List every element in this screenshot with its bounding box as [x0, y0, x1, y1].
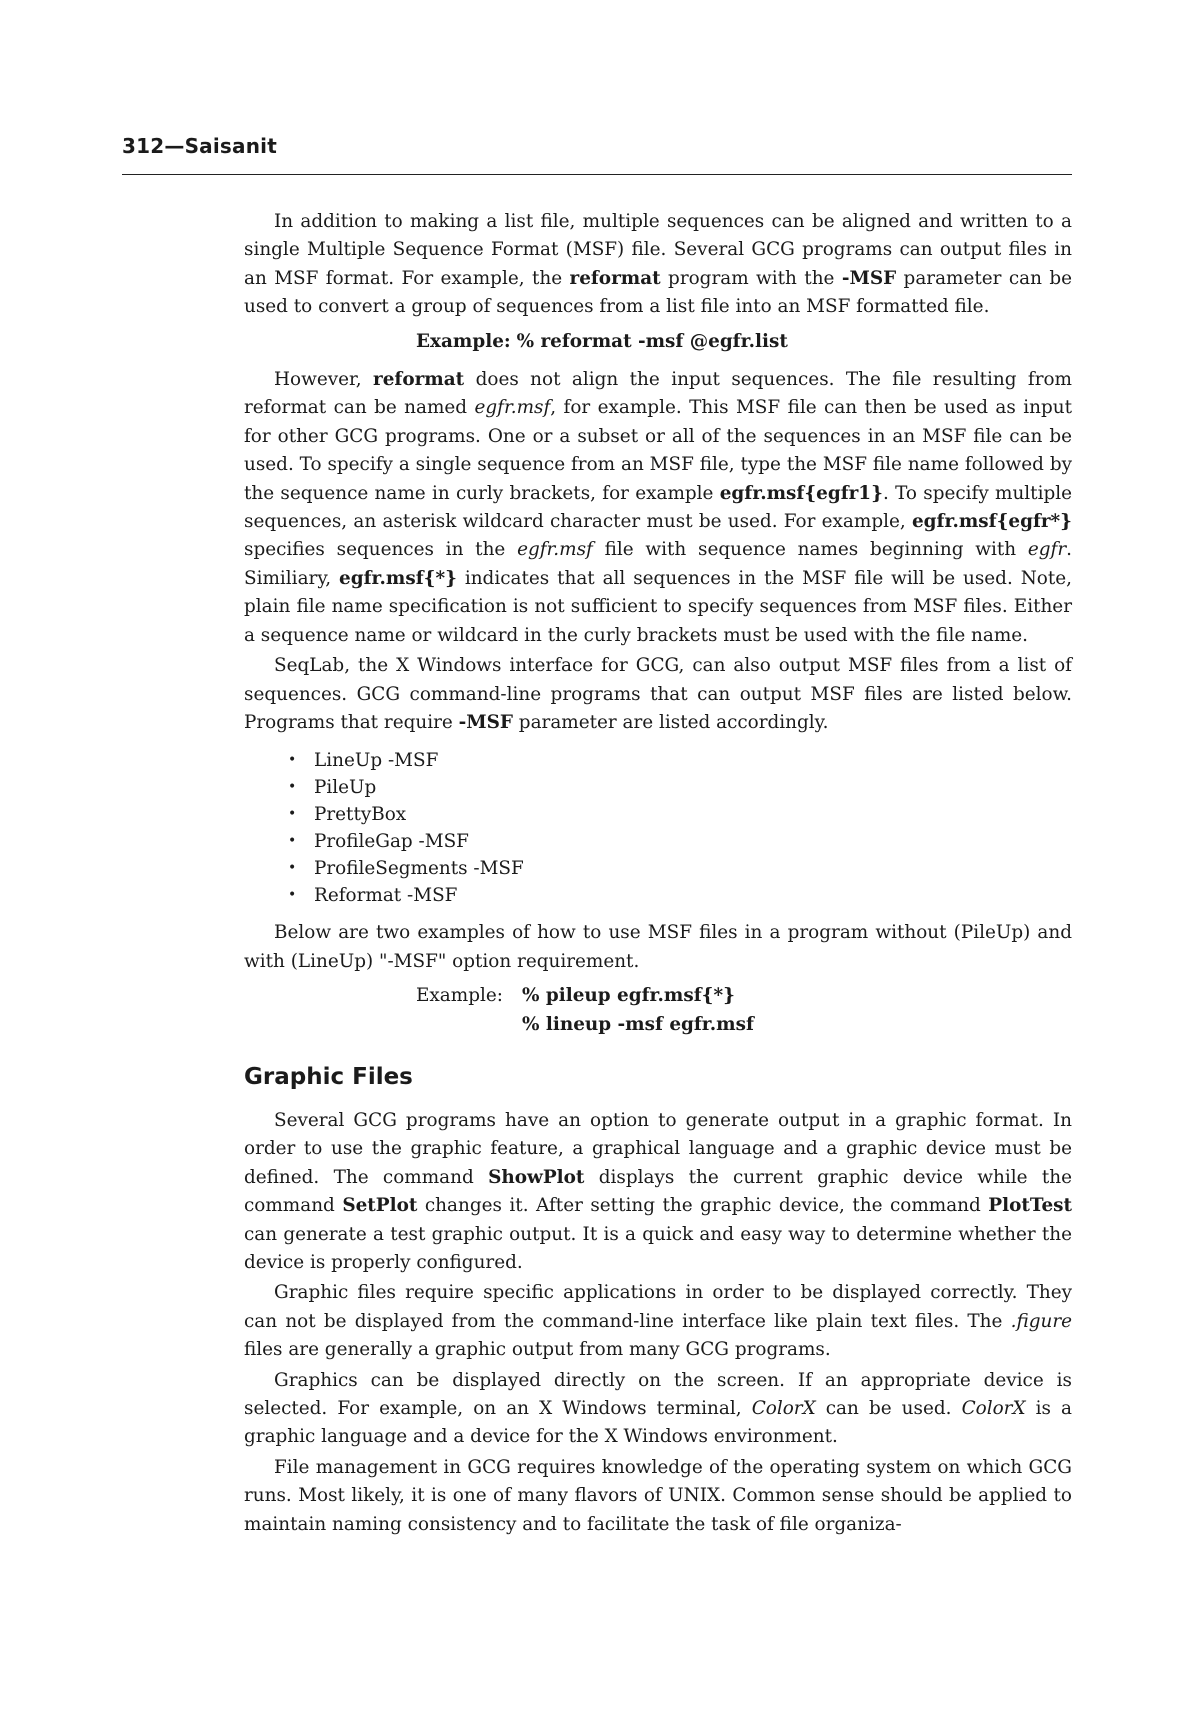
program-name: reformat [569, 267, 661, 289]
bullet-icon: • [288, 860, 297, 877]
command-name: SetPlot [342, 1195, 418, 1217]
text-run: , for example. This MSF file can then be used as input for other GCG programs. One or a subset or all of the sequences in an MSF file can be used. To specify a single sequence from an MSF file, type the MSF file name followed by the sequence name in curly brackets, for example [244, 397, 1072, 504]
text-run: SeqLab, the X Windows interface for GCG, can also output MSF files from a list of sequences. GCG command-line programs that can output MSF files are listed below. Programs that require [244, 655, 1072, 733]
list-item-text: ProfileSegments -MSF [314, 858, 524, 880]
program-name: reformat [373, 369, 465, 391]
bullet-icon: • [288, 833, 297, 850]
list-item-text: Reformat -MSF [314, 885, 458, 907]
paragraph-reformat [244, 366, 1072, 650]
section-heading: Graphic Files [244, 1063, 413, 1090]
example-reformat [244, 328, 1072, 356]
bullet-icon: • [288, 752, 297, 769]
paragraph-msf-intro [244, 208, 1072, 322]
running-head-author: Saisanit [184, 134, 277, 158]
file-name: egfr.msf [517, 539, 593, 561]
example-label: Example: [416, 985, 503, 1007]
parameter-name: -MSF [841, 267, 897, 289]
text-run: program with the [660, 267, 842, 289]
example-command: % lineup -msf egfr.msf [522, 1013, 754, 1035]
text-run: Graphics can be displayed directly on the screen. If an appropriate device is selected. For example, on an X Windows terminal, [244, 1369, 1072, 1419]
text-run: can be used. [815, 1398, 962, 1419]
file-extension: .figure [1010, 1310, 1072, 1332]
text-run: Graphic files require specific applications in order to be displayed correctly. They can not be displayed from the command-line interface like plain text files. The [244, 1282, 1072, 1332]
page-number: 312 [122, 134, 165, 158]
file-name: egfr.msf [474, 397, 551, 419]
sequence-prefix: egfr [1027, 539, 1067, 561]
paragraph-graphic-files [244, 1279, 1072, 1364]
list-item [288, 855, 1072, 882]
example-label: Example: [416, 330, 511, 352]
list-item [288, 774, 1072, 801]
text-run: does not align the input sequences. The file resulting from reformat can be named [244, 369, 1072, 419]
example-command: % pileup egfr.msf{*} [522, 985, 735, 1007]
text-run: displays the current graphic device while the command [244, 1166, 1072, 1217]
paragraph-seqlab [244, 652, 1072, 737]
file-spec: egfr.msf{egfr1} [719, 482, 883, 504]
list-item [288, 801, 1072, 828]
list-item-text: ProfileGap -MSF [314, 831, 469, 853]
command-name: ShowPlot [488, 1166, 585, 1188]
paragraph-graphics-screen [244, 1367, 1072, 1452]
running-head-separator: — [164, 134, 185, 158]
text-run: . To specify multiple sequences, an asterisk wildcard character must be used. For example, [244, 482, 1072, 533]
paragraph-graphic-output [244, 1107, 1072, 1277]
example-pileup-lineup [244, 982, 1072, 1039]
bullet-icon: • [288, 779, 297, 796]
text-run: parameter are listed accordingly. [512, 711, 829, 733]
list-item [288, 882, 1072, 909]
parameter-name: -MSF [458, 711, 513, 733]
text-run: . Similiary, [244, 539, 1072, 589]
text-run: indicates that all sequences in the MSF file will be used. Note, plain file name specification is not sufficient to specify sequences from MSF files. Either a sequence name or wildcard in the curly brackets must be used with the file name. [244, 567, 1072, 646]
list-item-text: PileUp [314, 777, 377, 799]
text-run: In addition to making a list file, multiple sequences can be aligned and written to a single Multiple Sequence Format (MSF) file. Several GCG programs can output files in an MSF format. For example, the [244, 211, 1072, 289]
text-run: file with sequence names beginning with [592, 539, 1028, 561]
example-command: % reformat -msf @egfr.list [516, 330, 788, 352]
text-run: However, [274, 369, 374, 391]
running-head-text [122, 134, 277, 158]
device-name: ColorX [961, 1398, 1026, 1419]
text-run: can generate a test graphic output. It is a quick and easy way to determine whether the device is properly configured. [244, 1223, 1072, 1273]
text-run: specifies sequences in the [244, 539, 518, 561]
paragraph-examples-intro: Below are two examples of how to use MSF files in a program without (PileUp) and with (LineUp) "-MSF" option requirement. [244, 922, 1072, 972]
text-run: is a graphic language and a device for the X Windows environment. [244, 1398, 1072, 1448]
file-spec: egfr.msf{egfr*} [911, 511, 1072, 533]
list-item-text: PrettyBox [314, 804, 407, 826]
running-head [122, 134, 1072, 175]
msf-program-list [244, 747, 1072, 909]
text-run: parameter can be used to convert a group of sequences from a list file into an MSF formatted file. [244, 267, 1073, 318]
list-item [288, 828, 1072, 855]
command-name: PlotTest [988, 1195, 1072, 1217]
text-run: Several GCG programs have an option to generate output in a graphic format. In order to use the graphic feature, a graphical language and a graphic device must be defined. The command [244, 1109, 1072, 1188]
file-spec: egfr.msf{*} [339, 567, 457, 589]
bullet-icon: • [288, 806, 297, 823]
bullet-icon: • [288, 887, 297, 904]
paragraph-file-management: File management in GCG requires knowledge of the operating system on which GCG runs. Most likely, it is one of many flavors of UNIX. Common sense should be applied to maintain naming consistency and to facilitate the task of file organiza- [244, 1456, 1072, 1535]
list-item [288, 747, 1072, 774]
device-name: ColorX [751, 1398, 816, 1419]
body-text [244, 208, 1072, 1539]
list-item-text: LineUp -MSF [314, 750, 439, 772]
text-run: files are generally a graphic output from many GCG programs. [244, 1339, 831, 1361]
text-run: changes it. After setting the graphic device, the command [417, 1195, 989, 1217]
